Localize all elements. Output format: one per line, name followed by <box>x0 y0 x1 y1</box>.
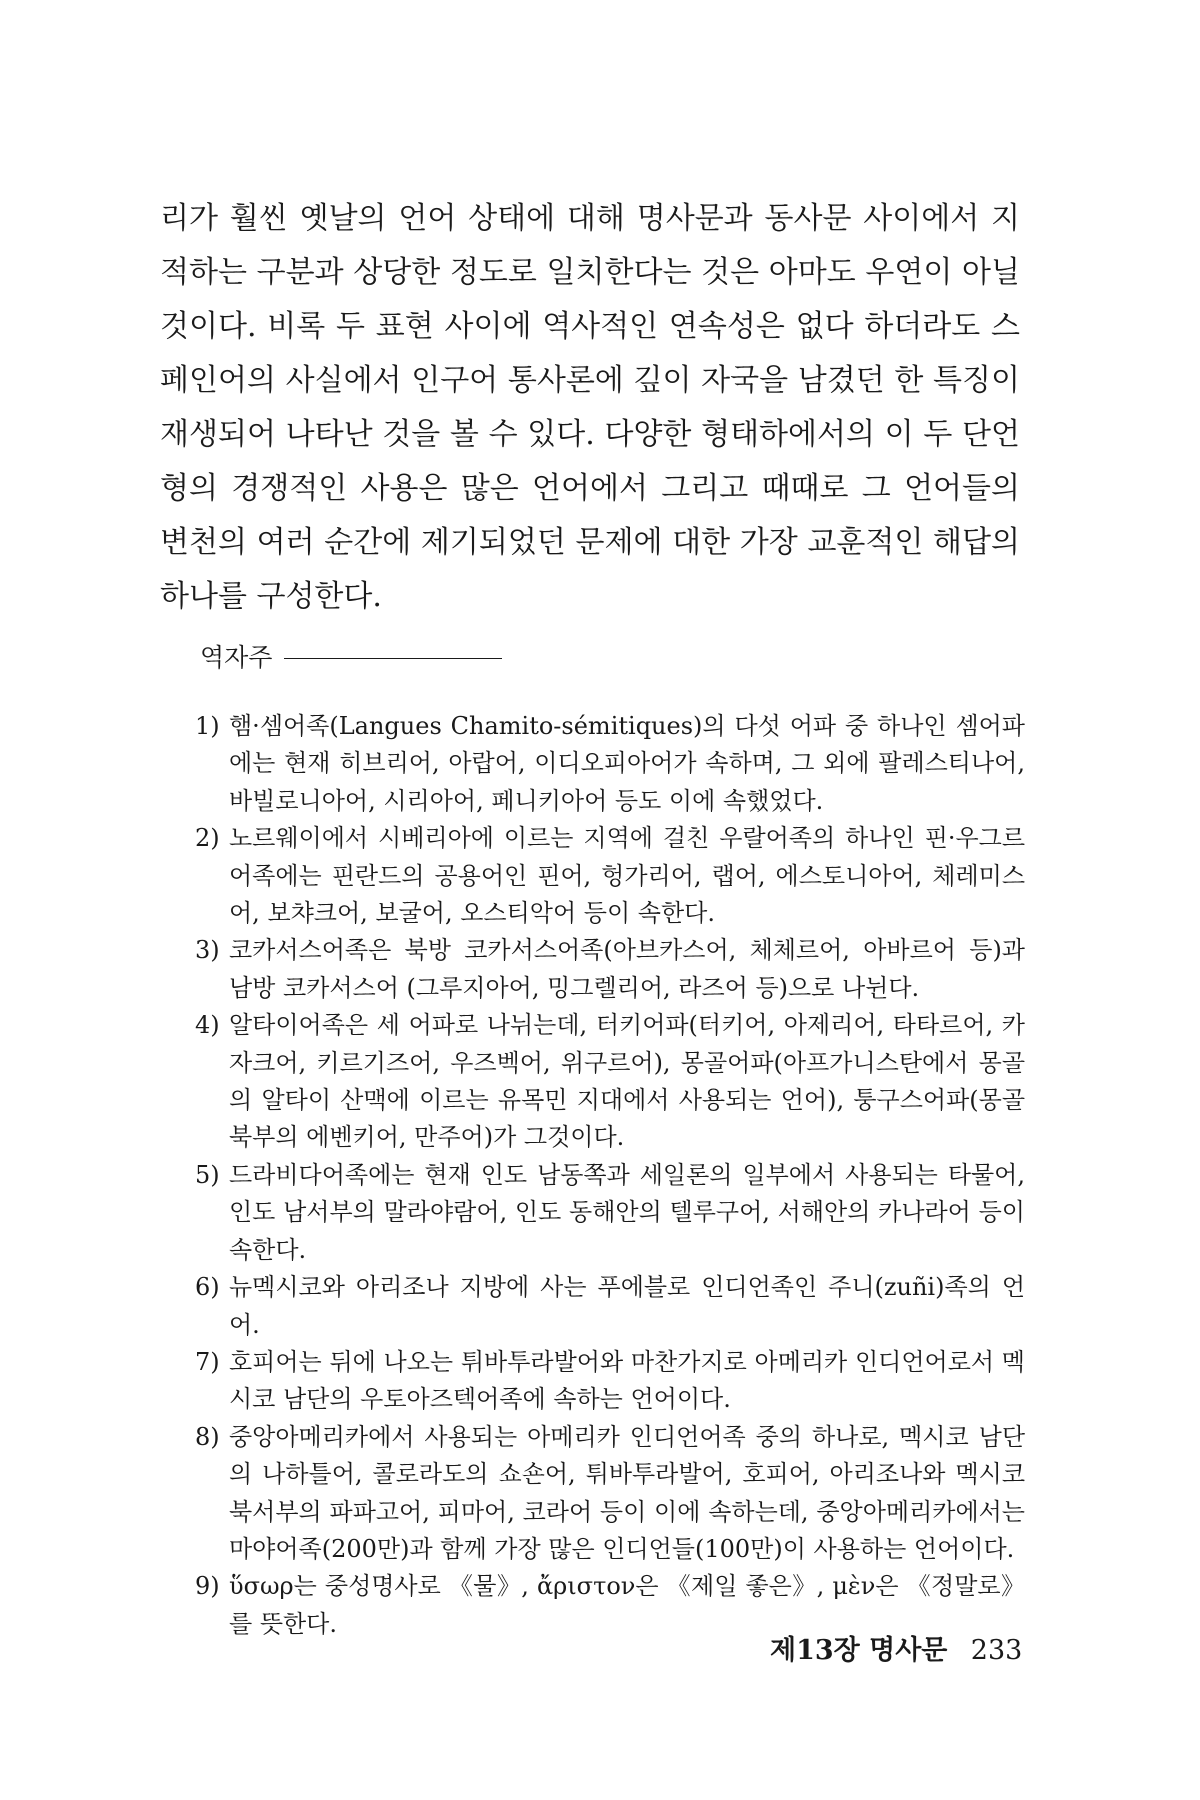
footnote-text: ὕσωρ는 중성명사로 《물》, ἄριστον은 《제일 좋은》, μὲν은 《정말로》를 뜻한다. <box>229 1572 1025 1638</box>
footnote-text: 노르웨이에서 시베리아에 이르는 지역에 걸친 우랄어족의 하나인 핀·우그르어족에는 핀란드의 공용어인 핀어, 헝가리어, 랩어, 에스토니아어, 체레미스어, 보챠크어, 보굴어, 오스티악어 등이 속한다. <box>229 824 1025 928</box>
translator-notes-list <box>195 708 1025 1643</box>
footnote-number: 3) <box>195 936 220 965</box>
footnote-number: 6) <box>195 1273 220 1302</box>
footnote-3 <box>195 932 1025 1007</box>
footnote-text: 중앙아메리카에서 사용되는 아메리카 인디언어족 중의 하나로, 멕시코 남단의 나하틀어, 콜로라도의 쇼숀어, 튀바투라발어, 호피어, 아리조나와 멕시코 북서부의 파파고어, 피마어, 코라어 등이 이에 속하는데, 중앙아메리카에서는 마야어족(200만)과 함께 가장 많은 인디언들(100만)이 사용하는 언어이다. <box>229 1422 1025 1563</box>
translator-notes-header <box>200 642 502 674</box>
footnote-number: 2) <box>195 824 220 853</box>
footnote-2 <box>195 820 1025 932</box>
body-paragraph: 리가 훨씬 옛날의 언어 상태에 대해 명사문과 동사문 사이에서 지적하는 구분과 상당한 정도로 일치한다는 것은 아마도 우연이 아닐 것이다. 비록 두 표현 사이에 역사적인 연속성은 없다 하더라도 스페인어의 사실에서 인구어 통사론에 깊이 자국을 남겼던 한 특징이 재생되어 나타난 것을 볼 수 있다. 다양한 형태하에서의 이 두 단언형의 경쟁적인 사용은 많은 언어에서 그리고 때때로 그 언어들의 변천의 여러 순간에 제기되었던 문제에 대한 가장 교훈적인 해답의 하나를 구성한다. <box>160 201 1020 614</box>
footnote-6 <box>195 1269 1025 1344</box>
footnote-number: 8) <box>195 1422 220 1451</box>
notes-divider-line <box>284 658 502 659</box>
footnote-text: 호피어는 뒤에 나오는 튀바투라발어와 마찬가지로 아메리카 인디언어로서 멕시코 남단의 우토아즈텍어족에 속하는 언어이다. <box>229 1347 1025 1414</box>
footnote-1 <box>195 708 1025 820</box>
body-text <box>160 192 1020 624</box>
footnote-text: 코카서스어족은 북방 코카서스어족(아브카스어, 체체르어, 아바르어 등)과 남방 코카서스어 (그루지아어, 밍그렐리어, 라즈어 등)으로 나뉜다. <box>229 936 1025 1002</box>
footnote-text: 드라비다어족에는 현재 인도 남동쪽과 세일론의 일부에서 사용되는 타물어, 인도 남서부의 말라야람어, 인도 동해안의 텔루구어, 서해안의 카나라어 등이 속한다. <box>229 1160 1025 1264</box>
footnote-5 <box>195 1157 1025 1269</box>
footnote-7 <box>195 1344 1025 1419</box>
page-footer <box>770 1633 1022 1669</box>
page-number: 233 <box>970 1635 1023 1666</box>
footnote-8 <box>195 1419 1025 1569</box>
footnote-text: 뉴멕시코와 아리조나 지방에 사는 푸에블로 인디언족인 주니(zuñi)족의 언어. <box>229 1273 1025 1339</box>
footnote-number: 4) <box>195 1011 220 1040</box>
footnote-9 <box>195 1568 1025 1643</box>
translator-notes-heading: 역자주 <box>200 643 273 672</box>
footnote-number: 9) <box>195 1572 220 1601</box>
footnote-text: 햄·셈어족(Langues Chamito-sémitiques)의 다섯 어파 중 하나인 셈어파에는 현재 히브리어, 아랍어, 이디오피아어가 속하며, 그 외에 팔레스티나어, 바빌로니아어, 시리아어, 페니키아어 등도 이에 속했었다. <box>229 712 1025 815</box>
footnote-number: 7) <box>195 1347 220 1376</box>
footnote-4 <box>195 1007 1025 1157</box>
footnote-text: 알타이어족은 세 어파로 나뉘는데, 터키어파(터키어, 아제리어, 타타르어, 카자크어, 키르기즈어, 우즈벡어, 위구르어), 몽골어파(아프가니스탄에서 몽골의 알타이 산맥에 이르는 유목민 지대에서 사용되는 언어), 퉁구스어파(몽골 북부의 에벤키어, 만주어)가 그것이다. <box>229 1011 1025 1152</box>
footnote-number: 1) <box>195 712 220 740</box>
footnote-number: 5) <box>195 1160 220 1189</box>
running-chapter-title: 제13장 명사문 <box>770 1635 948 1666</box>
